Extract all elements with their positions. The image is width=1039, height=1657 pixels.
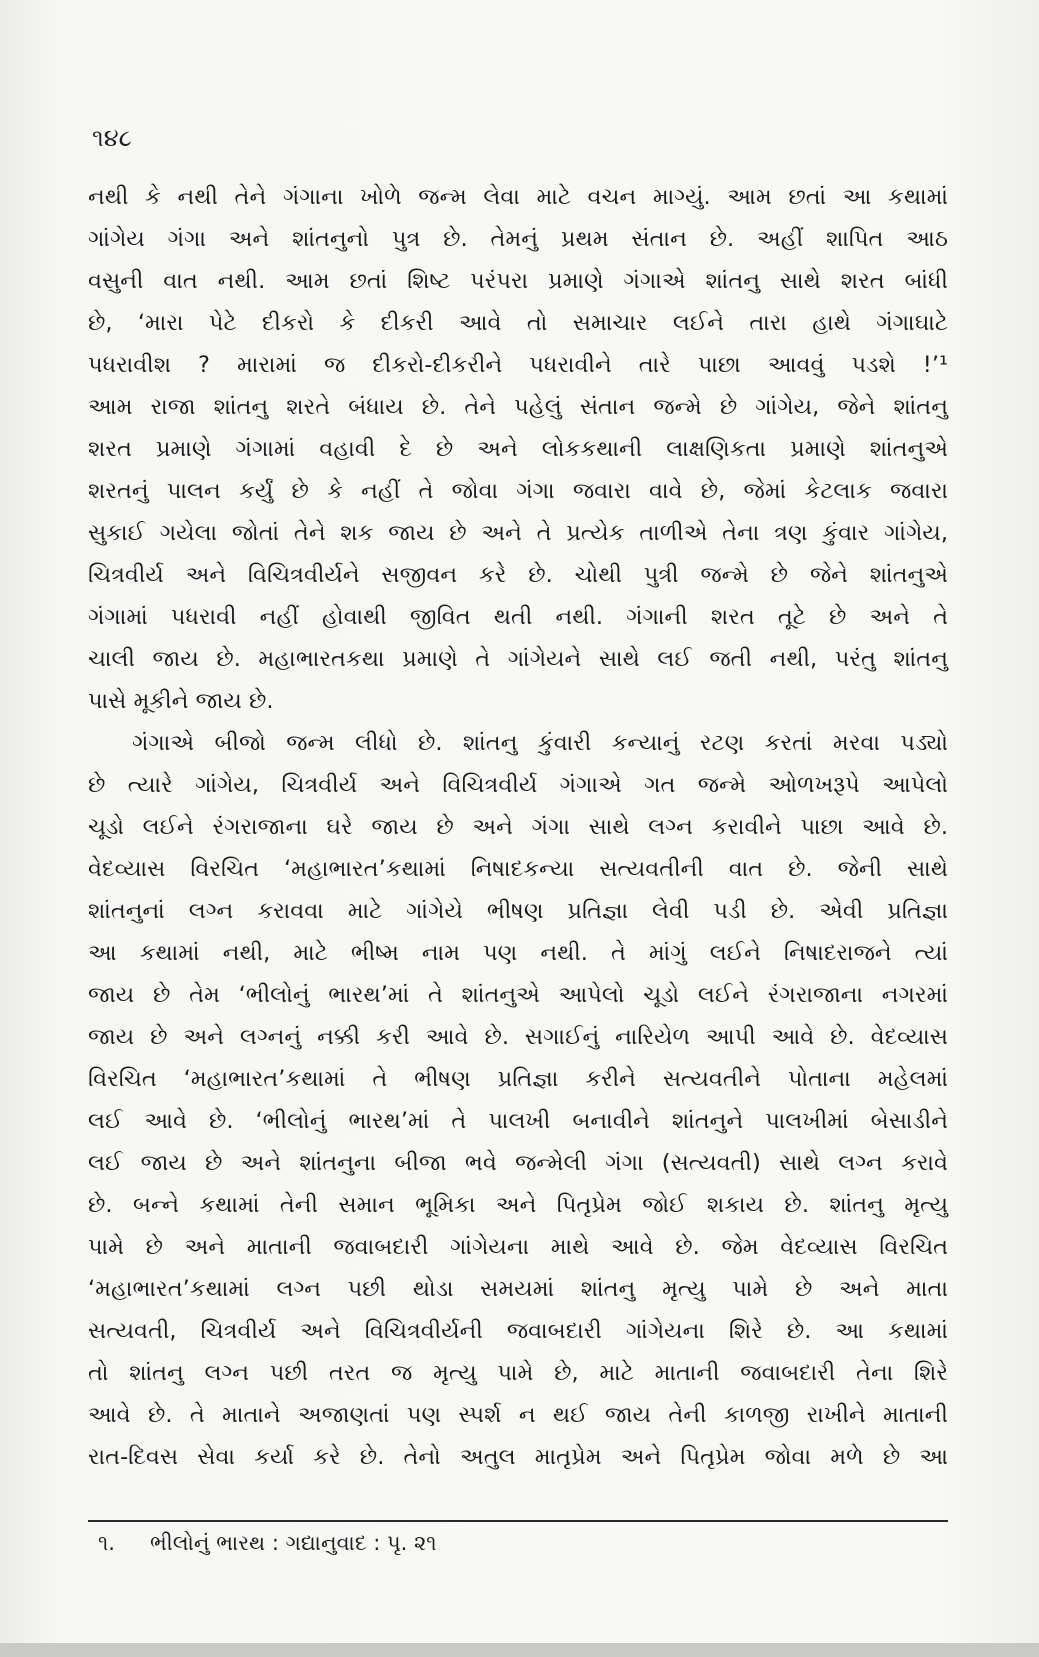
- text-line: પધરાવીશ ? મારામાં જ દીકરો-દીકરીને પધરાવીને તારે પાછા આવવું પડશે !’¹: [88, 352, 948, 378]
- text-line: સત્યવતી, ચિત્રવીર્ય અને વિચિત્રવીર્યની જવાબદારી ગાંગેયના શિરે છે. આ કથામાં: [88, 1318, 948, 1344]
- text-line: નથી કે નથી તેને ગંગાના ખોળે જન્મ લેવા માટે વચન માગ્યું. આમ છતાં આ કથામાં: [88, 184, 948, 210]
- body-text: [88, 176, 948, 1478]
- text-line: ‘મહાભારત’કથામાં લગ્ન પછી થોડા સમયમાં શાંતનુ મૃત્યુ પામે છે અને માતા: [88, 1276, 948, 1302]
- text-line: વિરચિત ‘મહાભારત’કથામાં તે ભીષણ પ્રતિજ્ઞા કરીને સત્યવતીને પોતાના મહેલમાં: [88, 1066, 948, 1092]
- footnote-text: ભીલોનું ભારથ : ગદ્યાનુવાદ : પૃ. ૨૧: [150, 1531, 437, 1555]
- text-line: છે. બન્ને કથામાં તેની સમાન ભૂમિકા અને પિતૃપ્રેમ જોઈ શકાય છે. શાંતનુ મૃત્યુ: [88, 1192, 948, 1218]
- footnote-divider: [88, 1520, 948, 1522]
- text-line: રાત-દિવસ સેવા કર્યા કરે છે. તેનો અતુલ માતૃપ્રેમ અને પિતૃપ્રેમ જોવા મળે છે આ: [88, 1444, 948, 1470]
- footnote-number: ૧.: [98, 1531, 115, 1555]
- text-line: જાય છે અને લગ્નનું નક્કી કરી આવે છે. સગાઈનું નારિયેળ આપી આવે છે. વેદવ્યાસ: [88, 1024, 948, 1050]
- text-line: તો શાંતનુ લગ્ન પછી તરત જ મૃત્યુ પામે છે, માટે માતાની જવાબદારી તેના શિરે: [88, 1360, 948, 1386]
- text-line: આવે છે. તે માતાને અજાણતાં પણ સ્પર્શ ન થઈ જાય તેની કાળજી રાખીને માતાની: [88, 1402, 948, 1428]
- text-line: ચૂડો લઈને રંગરાજાના ઘરે જાય છે અને ગંગા સાથે લગ્ન કરાવીને પાછા આવે છે.: [88, 814, 948, 840]
- text-line: સુકાઈ ગયેલા જોતાં તેને શક જાય છે અને તે પ્રત્યેક તાળીએ તેના ત્રણ કુંવાર ગાંગેય,: [88, 520, 948, 546]
- text-line: ગંગામાં પધરાવી નહીં હોવાથી જીવિત થતી નથી. ગંગાની શરત તૂટે છે અને તે: [88, 604, 948, 630]
- text-line: શાંતનુનાં લગ્ન કરાવવા માટે ગાંગેયે ભીષણ પ્રતિજ્ઞા લેવી પડી છે. એવી પ્રતિજ્ઞા: [88, 898, 948, 924]
- text-line: વેદવ્યાસ વિરચિત ‘મહાભારત’કથામાં નિષાદકન્યા સત્યવતીની વાત છે. જેની સાથે: [88, 856, 948, 882]
- text-line: પાસે મૂકીને જાય છે.: [88, 688, 274, 714]
- text-line: શરત પ્રમાણે ગંગામાં વહાવી દે છે અને લોકકથાની લાક્ષણિકતા પ્રમાણે શાંતનુએ: [88, 436, 948, 462]
- text-line: ચિત્રવીર્ય અને વિચિત્રવીર્યને સજીવન કરે છે. ચોથી પુત્રી જન્મે છે જેને શાંતનુએ: [88, 562, 948, 588]
- text-line: આમ રાજા શાંતનુ શરતે બંધાય છે. તેને પહેલું સંતાન જન્મે છે ગાંગેય, જેને શાંતનુ: [88, 394, 948, 420]
- text-line: લઈ આવે છે. ‘ભીલોનું ભારથ’માં તે પાલખી બનાવીને શાંતનુને પાલખીમાં બેસાડીને: [88, 1108, 948, 1134]
- text-line: શરતનું પાલન કર્યું છે કે નહીં તે જોવા ગંગા જવારા વાવે છે, જેમાં કેટલાક જવારા: [88, 478, 948, 504]
- text-line: લઈ જાય છે અને શાંતનુના બીજા ભવે જન્મેલી ગંગા (સત્યવતી) સાથે લગ્ન કરાવે: [88, 1150, 948, 1176]
- page-bottom-edge: [0, 1643, 1039, 1657]
- text-line: છે ત્યારે ગાંગેય, ચિત્રવીર્ય અને વિચિત્રવીર્ય ગંગાએ ગત જન્મે ઓળખરૂપે આપેલો: [88, 772, 948, 798]
- text-line: ગંગાએ બીજો જન્મ લીધો છે. શાંતનુ કુંવારી કન્યાનું રટણ કરતાં મરવા પડ્યો: [132, 730, 948, 756]
- footnote: [98, 1526, 437, 1560]
- page-number: ૧૪૮: [92, 124, 132, 152]
- text-line: જાય છે તેમ ‘ભીલોનું ભારથ’માં તે શાંતનુએ આપેલો ચૂડો લઈને રંગરાજાના નગરમાં: [88, 982, 948, 1008]
- text-line: ચાલી જાય છે. મહાભારતકથા પ્રમાણે તે ગાંગેયને સાથે લઈ જતી નથી, પરંતુ શાંતનુ: [88, 646, 948, 672]
- text-line: આ કથામાં નથી, માટે ભીષ્મ નામ પણ નથી. તે માંગું લઈને નિષાદરાજને ત્યાં: [88, 940, 948, 966]
- text-line: વસુની વાત નથી. આમ છતાં શિષ્ટ પરંપરા પ્રમાણે ગંગાએ શાંતનુ સાથે શરત બાંધી: [88, 268, 948, 294]
- text-line: પામે છે અને માતાની જવાબદારી ગાંગેયના માથે આવે છે. જેમ વેદવ્યાસ વિરચિત: [88, 1234, 948, 1260]
- text-line: છે, ‘મારા પેટે દીકરો કે દીકરી આવે તો સમાચાર લઈને તારા હાથે ગંગાઘાટે: [88, 310, 948, 336]
- text-line: ગાંગેય ગંગા અને શાંતનુનો પુત્ર છે. તેમનું પ્રથમ સંતાન છે. અહીં શાપિત આઠ: [88, 226, 948, 252]
